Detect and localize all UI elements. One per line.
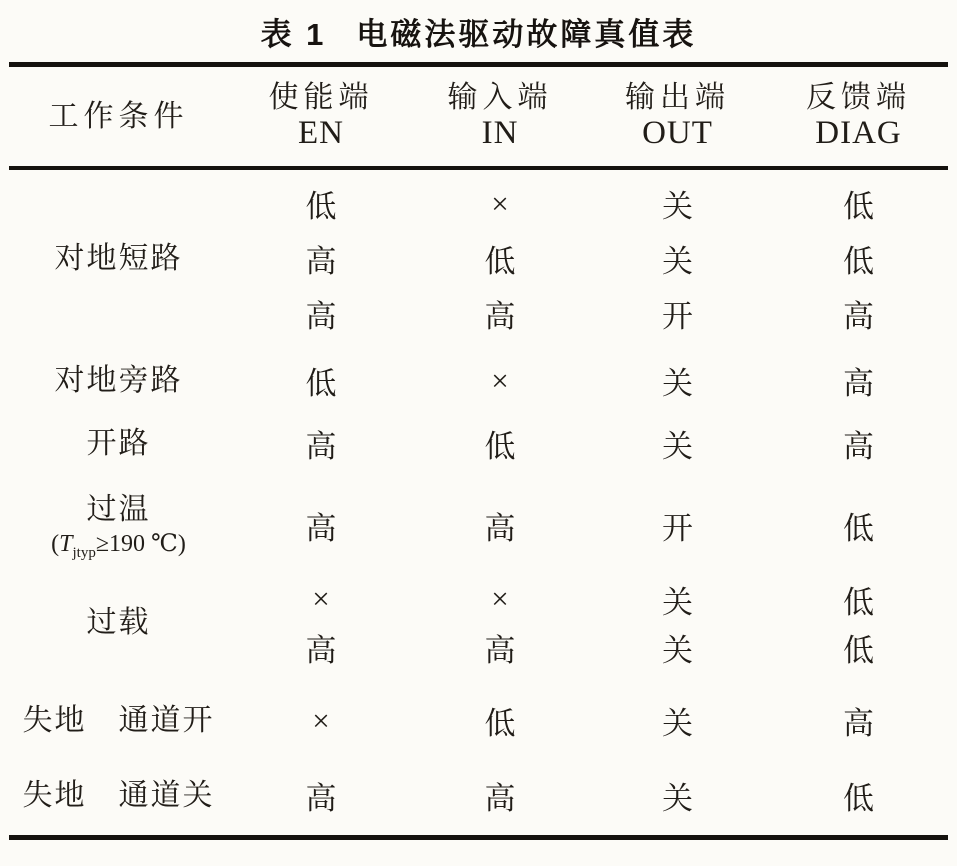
- cell-diag: 低: [843, 189, 874, 224]
- cell-en: 高: [305, 781, 337, 816]
- row-group-ground-loss-channel-open: [5, 693, 952, 748]
- cell-diag: 低: [843, 632, 874, 668]
- header-output-en: OUT: [642, 114, 713, 151]
- cell-out: 关: [662, 781, 693, 816]
- row-group-open-circuit: [5, 416, 952, 471]
- header-enable: [232, 67, 410, 166]
- cell-en: 高: [305, 244, 337, 279]
- header-output-zh: 输出端: [625, 81, 730, 115]
- cell-in: ×: [491, 185, 509, 221]
- row-group-bypass-to-ground: [5, 353, 952, 408]
- header-work-condition: [5, 67, 232, 166]
- row-group-over-temperature: [5, 489, 952, 561]
- condition-label: 失地 通道开: [22, 703, 215, 737]
- cell-diag: 高: [843, 366, 874, 401]
- cell-en: 高: [305, 299, 337, 334]
- cell-diag: 低: [843, 781, 874, 816]
- cell-out: 关: [662, 244, 693, 279]
- header-feedback-zh: 反馈端: [806, 81, 911, 115]
- cell-out: 关: [662, 189, 693, 224]
- formula-variable: T: [59, 530, 73, 557]
- cell-diag: 低: [843, 510, 874, 546]
- table-number: 表 1: [260, 16, 327, 52]
- cell-in: 高: [484, 299, 516, 334]
- cell-in: 低: [484, 429, 516, 464]
- header-input-en: IN: [481, 114, 519, 151]
- cell-in: 低: [484, 244, 516, 279]
- formula-subscript: jtyp: [72, 544, 96, 561]
- cell-en: 高: [305, 429, 337, 464]
- cell-out: 关: [662, 632, 693, 668]
- header-input-zh: 输入端: [447, 81, 553, 115]
- header-feedback-en: DIAG: [815, 114, 902, 151]
- condition-label: 开路: [86, 426, 151, 460]
- header-enable-en: EN: [298, 114, 344, 151]
- cell-in: 高: [484, 781, 516, 816]
- cell-in: 高: [484, 632, 516, 668]
- cell-out: 开: [662, 510, 693, 546]
- formula-threshold: ≥190 ℃): [95, 530, 186, 557]
- condition-label: 对地短路: [54, 241, 183, 275]
- cell-en: 低: [305, 189, 337, 224]
- cell-diag: 低: [843, 584, 874, 620]
- cell-en: 高: [305, 510, 337, 546]
- table-header-row: [5, 67, 952, 166]
- condition-label-over-temperature: [5, 489, 232, 561]
- cell-diag: 低: [843, 244, 874, 279]
- cell-in: 低: [484, 706, 516, 741]
- header-input: [410, 67, 590, 166]
- cell-in: ×: [491, 362, 509, 398]
- formula-open-paren: (: [51, 530, 60, 557]
- cell-diag: 高: [843, 299, 874, 334]
- bottom-rule: [9, 835, 948, 840]
- cell-out: 关: [662, 584, 693, 620]
- cell-en: ×: [312, 702, 330, 738]
- table-title-text: 电磁法驱动故障真值表: [356, 16, 697, 52]
- over-temperature-formula: [51, 529, 186, 559]
- header-feedback: [765, 67, 952, 166]
- cell-out: 关: [662, 706, 693, 741]
- cell-en: 低: [305, 366, 337, 401]
- cell-en: 高: [305, 632, 337, 668]
- cell-in: ×: [491, 581, 509, 616]
- row-group-overload: [5, 575, 952, 671]
- row-group-ground-loss-channel-closed: [5, 768, 952, 823]
- condition-label: 失地 通道关: [22, 778, 215, 812]
- header-enable-zh: 使能端: [268, 81, 374, 115]
- header-work-condition-zh: 工作条件: [48, 99, 189, 133]
- cell-diag: 高: [843, 706, 874, 741]
- header-rule: [9, 166, 948, 170]
- cell-en: ×: [312, 581, 330, 616]
- header-output: [590, 67, 765, 166]
- cell-out: 开: [662, 299, 693, 334]
- cell-out: 关: [662, 429, 693, 464]
- cell-out: 关: [662, 366, 693, 401]
- cell-diag: 高: [843, 429, 874, 464]
- condition-label: 对地旁路: [54, 363, 183, 397]
- condition-label: 过载: [86, 606, 151, 640]
- cell-in: 高: [484, 510, 516, 546]
- row-group-short-to-ground: [5, 176, 952, 341]
- table-title: [5, 0, 952, 62]
- over-temperature-text: 过温: [86, 493, 151, 527]
